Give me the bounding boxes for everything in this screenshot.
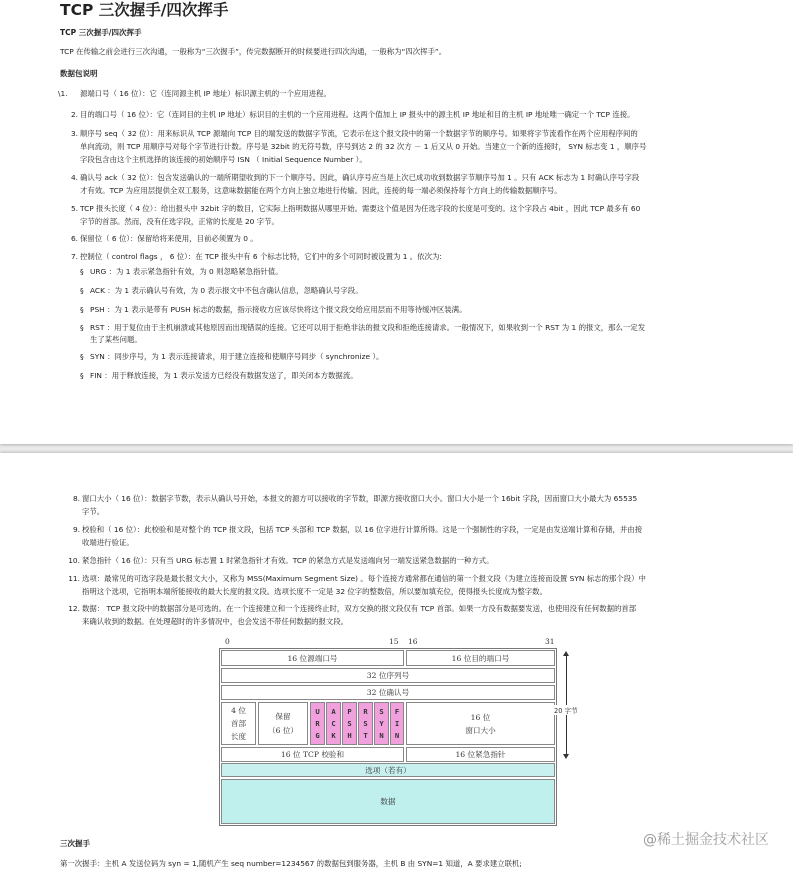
flag-text: URG ：为 1 表示紧急指针有效，为 0 则忽略紧急指针值。 [90, 267, 283, 276]
list-number: 2. [70, 110, 78, 119]
flag-cell-urg [310, 702, 325, 745]
watermark-text: @稀土掘金技术社区 [643, 832, 769, 848]
list-item [58, 87, 331, 100]
list-text: 源端口号（ 16 位）：它（连同源主机 IP 地址）标识源主机的一个应用进程。 [80, 89, 331, 98]
flag-letter: S [379, 706, 384, 716]
list-item [70, 202, 641, 228]
bit-label-15: 15 [389, 637, 399, 646]
list-text: 来确认收到的数据。在处理超时的许多情况中，也会发送不带任何数据的报文段。 [82, 617, 349, 626]
list-text: 紧急指针（ 16 位）：只有当 URG 标志置 1 时紧急指针才有效。TCP 的紧急方式是发送端向另一端发送紧急数据的一种方式。 [82, 556, 494, 565]
checksum-cell: 16 位 TCP 校验和 [221, 747, 404, 762]
list-item [72, 492, 638, 518]
list-text: 指明这个选项，它指明本端所能接收的最大长度的报文段。选项长度不一定是 32 位字的整数倍，所以要加填充位，使得报头长度成为整字数。 [82, 587, 547, 596]
ack-cell: 32 位确认号 [221, 685, 555, 700]
list-item [70, 108, 635, 121]
flag-letter: P [347, 706, 352, 716]
options-cell: 选项（若有） [221, 763, 555, 777]
list-number: 11. [68, 574, 80, 583]
flag-text: SYN ：同步序号，为 1 表示连接请求，用于建立连接和使顺序号同步（ synchronize ）。 [90, 352, 384, 361]
flag-letter: H [347, 731, 352, 741]
flag-item-rst [80, 322, 645, 346]
list-text: 收端进行验证。 [82, 538, 134, 547]
flag-letter: U [315, 706, 320, 716]
list-text: 目的端口号（ 16 位）：它（连同目的主机 IP 地址）标识目的主机的一个应用进程。这两个值加上 IP 报头中的源主机 IP 地址和目的主机 IP 地址唯一确定一个 TCP 连接。 [80, 110, 635, 119]
list-item [70, 171, 640, 197]
list-text: 顺序号 seq（ 32 位）：用来标识从 TCP 源端向 TCP 目的端发送的数据字节流，它表示在这个报文段中的第一个数据字节的顺序号。如果将字节流看作在两个应用程序间的 [80, 129, 638, 138]
header-length-cell [221, 702, 256, 745]
flag-letter: N [379, 731, 384, 741]
list-number: 4. [70, 173, 78, 182]
bullet: § [80, 352, 84, 361]
bullet: § [80, 267, 84, 276]
list-number: 3. [70, 129, 78, 138]
list-item [68, 602, 637, 628]
page-title: TCP 三次握手/四次挥手 [60, 1, 229, 19]
reserved-line: 保留 [275, 711, 291, 721]
list-number: 12. [68, 604, 80, 613]
urgent-pointer-cell: 16 位紧急指针 [406, 747, 555, 762]
list-text: 校验和（ 16 位）：此校验和是对整个的 TCP 报文段，包括 TCP 头部和 TCP 数据，以 16 位字进行计算所得。这是一个强制性的字段，一定是由发送端计算和存储，并由接 [82, 525, 643, 534]
handshake-first-step: 第一次握手：主机 A 发送位码为 syn = 1,随机产生 seq number=1234567 的数据包到服务器，主机 B 由 SYN=1 知道，A 要求建立联机; [60, 859, 522, 868]
flag-letter: R [315, 718, 320, 728]
flag-item-psh [80, 304, 466, 316]
list-text: 才有效。TCP 为应用层提供全双工服务，这意味数据能在两个方向上独立地进行传输。因此，连接的每一端必须保持每个方向上的传输数据顺序号。 [80, 186, 562, 195]
reserved-line: （6 位） [267, 725, 299, 735]
window-size-cell [406, 702, 555, 745]
seq-cell: 32 位序列号 [221, 668, 555, 683]
intro-paragraph: TCP 在传输之前会进行三次沟通，一般称为“三次握手”，传完数据断开的时候要进行四次沟通，一般称为“四次挥手”。 [60, 47, 447, 56]
list-text: 确认号 ack（ 32 位）：包含发送确认的一端所期望收到的下一个顺序号。因此，确认序号应当是上次已成功收到数据字节顺序号加 1 。只有 ACK 标志为 1 时确认序号字段 [80, 173, 640, 182]
flag-text: RST ：用于复位由于主机崩溃或其他原因而出现错误的连接。它还可以用于拒绝非法的报文段和拒绝连接请求。一般情况下，如果收到一个 RST 为 1 的报文，那么一定发 [90, 323, 646, 332]
bullet: § [80, 286, 84, 295]
twenty-bytes-label: 20 字节 [554, 707, 578, 715]
list-item [70, 250, 442, 263]
list-text: 字段包含由这个主机选择的该连接的初始顺序号 ISN （ Initial Sequence Number ）。 [80, 155, 367, 164]
list-text: 控制位（ control flags ， 6 位）：在 TCP 报头中有 6 个标志比特，它们中的多个可同时被设置为 1 。依次为: [80, 252, 442, 261]
window-size-line: 窗口大小 [465, 725, 496, 735]
bit-label-0: 0 [225, 637, 230, 646]
flag-letter: S [363, 718, 368, 728]
flag-text: PSH ：为 1 表示是带有 PUSH 标志的数据，指示接收方应该尽快将这个报文段交给应用层而不用等待缓冲区装满。 [90, 305, 467, 314]
list-item [70, 232, 258, 245]
packet-heading: 数据包说明 [60, 69, 98, 78]
list-number: 8. [72, 494, 80, 503]
flag-letter: K [331, 731, 336, 741]
flag-item-syn [80, 351, 383, 363]
list-text: 窗口大小（ 16 位）：数据字节数，表示从确认号开始，本报文的源方可以接收的字节数，即源方接收窗口大小。窗口大小是一个 16bit 字段，因而窗口大小最大为 65535 [82, 494, 638, 503]
window-size-line: 16 位 [470, 712, 491, 722]
sub-title: TCP 三次握手/四次挥手 [60, 28, 142, 37]
flag-letter: Y [379, 718, 384, 728]
flag-text: ACK ：为 1 表示确认号有效，为 0 表示报文中不包含确认信息，忽略确认号字段。 [90, 286, 363, 295]
header-length-line: 4 位 [231, 706, 246, 715]
handshake-heading: 三次握手 [60, 839, 90, 848]
list-number: 9. [72, 525, 80, 534]
flag-cell-psh [342, 702, 357, 745]
header-length-line: 首部 [230, 719, 247, 728]
list-item [72, 523, 643, 549]
flag-cell-syn [374, 702, 389, 745]
list-number: 7. [70, 252, 78, 261]
list-number: 5. [70, 204, 78, 213]
watermark [643, 829, 769, 849]
flag-letter: G [315, 731, 320, 741]
arrow-tip-down [563, 754, 569, 759]
list-text: TCP 报头长度（ 4 位）：给出报头中 32bit 字的数目，它实际上指明数据从哪里开始。需要这个值是因为任选字段的长度是可变的。这个字段占 4bit ，因此 TCP 最多有 60 [80, 204, 641, 213]
list-item [68, 572, 646, 598]
flag-cell-fin [390, 702, 404, 745]
list-text: 保留位（ 6 位）：保留给将来使用，目前必须置为 0 。 [80, 234, 258, 243]
flag-letter: T [363, 731, 368, 741]
list-text: 选项：最常见的可选字段是最长报文大小，又称为 MSS(Maximum Segment Size) 。每个连接方通常都在通信的第一个报文段（为建立连接而设置 SYN 标志的那个段）中 [82, 574, 646, 583]
list-number: 6. [70, 234, 78, 243]
list-text: 数据： TCP 报文段中的数据部分是可选的。在一个连接建立和一个连接终止时，双方交换的报文段仅有 TCP 首部。如果一方没有数据要发送，也使用没有任何数据的首部 [82, 604, 637, 613]
src-port-cell: 16 位源端口号 [221, 650, 404, 666]
flag-text: 生了某些问题。 [90, 335, 142, 344]
header-length-line: 长度 [230, 732, 247, 741]
list-text: 字节。 [82, 507, 105, 516]
bullet: § [80, 371, 84, 380]
bullet: § [80, 323, 84, 332]
bit-label-16: 16 [408, 637, 418, 646]
data-cell: 数据 [221, 779, 555, 824]
dst-port-cell: 16 位目的端口号 [406, 650, 555, 666]
list-text: 字节的首部。然而，没有任选字段，正常的长度是 20 字节。 [80, 217, 279, 226]
flag-letter: S [347, 718, 352, 728]
flag-letter: C [331, 718, 336, 728]
list-item [70, 127, 647, 166]
flag-item-urg [80, 266, 283, 278]
flag-text: FIN ：用于释放连接，为 1 表示发送方已经没有数据发送了，即关闭本方数据流。 [90, 371, 358, 380]
flag-letter: A [331, 706, 336, 716]
flag-item-ack [80, 285, 363, 297]
flag-item-fin [80, 370, 358, 382]
flag-letter: F [394, 706, 400, 716]
flag-cell-rst [358, 702, 373, 745]
flag-letter: N [394, 731, 400, 741]
reserved-cell [258, 702, 308, 745]
flag-cell-ack [326, 702, 341, 745]
list-text: 单向流动，则 TCP 用顺序号对每个字节进行计数。序号是 32bit 的无符号数，序号到达 2 的 32 次方 － 1 后又从 0 开始。当建立一个新的连接时， SYN 标志变 1 ，顺序号 [80, 142, 647, 151]
flag-letter: R [363, 706, 368, 716]
flag-letter: I [394, 718, 400, 728]
bullet: § [80, 305, 84, 314]
bit-label-31: 31 [545, 637, 555, 646]
list-number: 10. [68, 556, 80, 565]
list-item [68, 554, 494, 567]
list-number: \1. [58, 89, 68, 98]
